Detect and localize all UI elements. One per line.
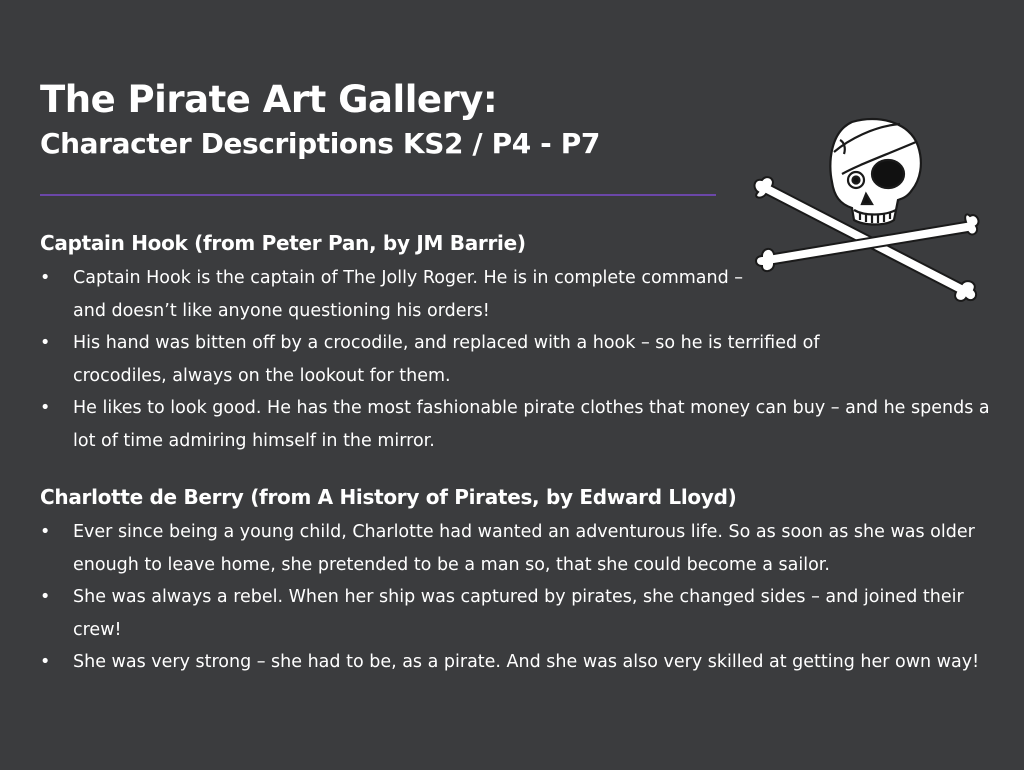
list-item-text: She was always a rebel. When her ship was captured by pirates, she changed sides – and joined their crew! (73, 587, 964, 640)
list-item (40, 581, 993, 646)
bullet-icon: • (40, 268, 51, 288)
list-item (40, 262, 763, 327)
bullet-icon: • (40, 652, 51, 672)
list-item (40, 516, 993, 581)
list-item (40, 327, 853, 392)
bullet-icon: • (40, 587, 51, 607)
page-title: The Pirate Art Gallery: (40, 78, 498, 121)
list-item-text: Captain Hook is the captain of The Jolly Roger. He is in complete command – and doesn’t like anyone questioning his orders! (73, 268, 744, 321)
bullet-icon: • (40, 333, 51, 353)
list-item-text: She was very strong – she had to be, as a pirate. And she was also very skilled at getting her own way! (73, 652, 980, 672)
list-item-text: He likes to look good. He has the most fashionable pirate clothes that money can buy – and he spends a lot of time admiring himself in the mirror. (73, 398, 990, 451)
section-heading: Captain Hook (from Peter Pan, by JM Barrie) (40, 231, 526, 255)
list-item (40, 646, 993, 679)
section-heading: Charlotte de Berry (from A History of Pirates, by Edward Lloyd) (40, 485, 737, 509)
bullet-list (40, 262, 1000, 457)
bullet-icon: • (40, 398, 51, 418)
bullet-list (40, 516, 1000, 679)
list-item (40, 392, 1000, 457)
page-subtitle: Character Descriptions KS2 / P4 - P7 (40, 127, 600, 160)
divider (40, 194, 716, 196)
bullet-icon: • (40, 522, 51, 542)
section-captain-hook (40, 228, 1000, 457)
list-item-text: Ever since being a young child, Charlotte had wanted an adventurous life. So as soon as she was older enough to leave home, she pretended to be a man so, that she could become a sailor. (73, 522, 975, 575)
list-item-text: His hand was bitten off by a crocodile, and replaced with a hook – so he is terrified of crocodiles, always on the lookout for them. (73, 333, 820, 386)
section-charlotte-de-berry (40, 482, 1000, 679)
